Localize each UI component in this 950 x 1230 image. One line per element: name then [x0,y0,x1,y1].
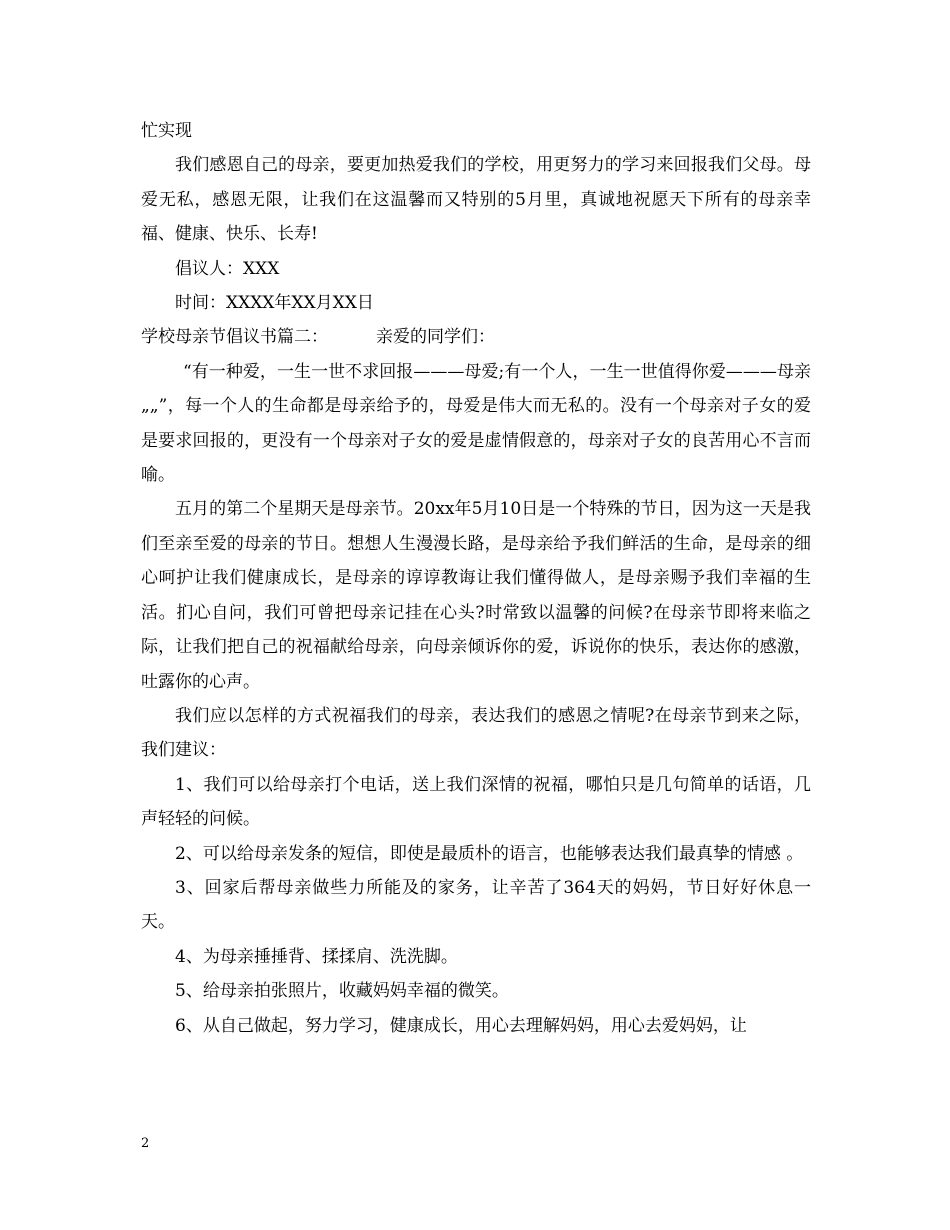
page-number: 2 [141,1136,150,1151]
list-item-3: 3、回家后帮母亲做些力所能及的家务，让辛苦了364天的妈妈，节日好好休息一天。 [141,877,811,933]
list-item-5: 5、给母亲拍张照片，收藏妈妈幸福的微笑。 [175,981,509,1002]
paragraph-question: 我们应以怎样的方式祝福我们的母亲，表达我们的感恩之情呢?在母亲节到来之际，我们建议： [141,705,811,761]
paragraph-mother-love: “有一种爱，一生一世不求回报———母爱;有一个人，一生一世值得你爱———母亲„„”，每一个人的生命都是母亲给予的，母爱是伟大而无私的。没有一个母亲对子女的爱是要求回报的，更没有一个母亲对子女的爱是虚情假意的，母亲对子女的良苦用心不言而喻。 [141,361,811,486]
list-item-1: 1、我们可以给母亲打个电话，送上我们深情的祝福，哪怕只是几句简单的话语，几声轻轻的问候。 [141,774,811,830]
list-item-6: 6、从自己做起，努力学习，健康成长，用心去理解妈妈，用心去爱妈妈，让 [175,1015,747,1036]
proposer-line: 倡议人：XXX [175,258,280,279]
section-heading [141,320,811,354]
paragraph-continuation: 忙实现 [141,121,192,141]
paragraph-mothers-day: 五月的第二个星期天是母亲节。20xx年5月10日是一个特殊的节日，因为这一天是我们至亲至爱的母亲的节日。想想人生漫漫长路，是母亲给予我们鲜活的生命，是母亲的细心呵护让我们健康成长，是母亲的谆谆教诲让我们懂得做人，是母亲赐予我们幸福的生活。扪心自问，我们可曾把母亲记挂在心头?时常致以温馨的问候?在母亲节即将来临之际，让我们把自己的祝福献给母亲，向母亲倾诉你的爱，诉说你的快乐，表达你的感激，吐露你的心声。 [141,499,811,692]
list-item-2: 2、可以给母亲发条的短信，即使是最质朴的语言，也能够表达我们最真挚的情感 。 [175,843,804,864]
body-text [141,114,811,1043]
salutation: 亲爱的同学们： [376,327,495,348]
paragraph-gratitude: 我们感恩自己的母亲，要更加热爱我们的学校，用更努力的学习来回报我们父母。母爱无私，感恩无限，让我们在这温馨而又特别的5月里，真诚地祝愿天下所有的母亲幸福、健康、快乐、长寿! [141,155,811,245]
date-line: 时间：XXXX年XX月XX日 [175,293,374,314]
list-item-4: 4、为母亲捶捶背、揉揉肩、洗洗脚。 [175,946,458,967]
section-title: 学校母亲节倡议书篇二： [141,327,328,348]
